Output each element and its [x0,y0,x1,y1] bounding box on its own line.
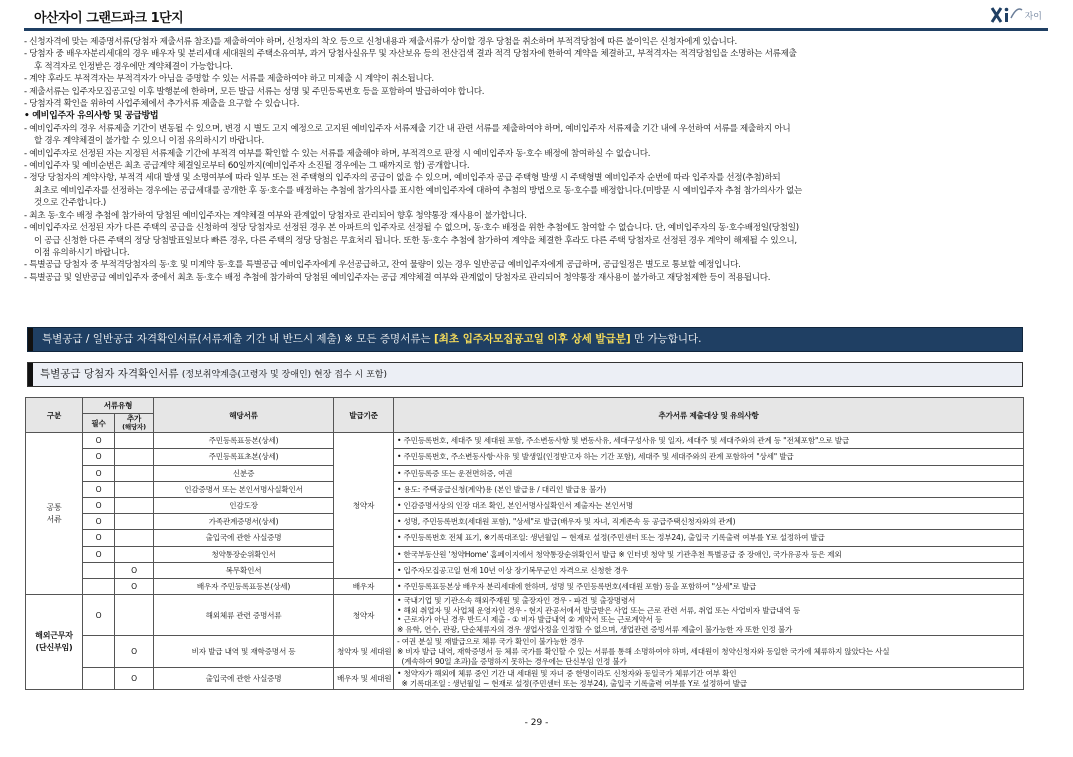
document-note: • 성명, 주민등록번호(세대원 포함), "상세"로 발급(배우자 및 자녀, 직계존속 등 공급주택신청자와의 관계) [394,514,1024,530]
note-line: - 예비입주자의 경우 서류제출 기간이 변동될 수 있으며, 변경 시 별도 고지 예정으로 고지된 예비입주자 서류제출 기간 내 관련 서류를 제출하여야 하며, 예비입주자 서류제출 기간 내에 우선하여 서류를 제출하지 아니 [24,123,791,134]
page-title: 아산자이 그랜드파크 1단지 [34,11,184,26]
note-line: - 최초 동·호수 배정 추첨에 참가하여 당첨된 예비입주자는 계약체결 여부와 관계없이 당첨자로 관리되어 향후 청약통장 재사용이 불가합니다. [24,210,527,221]
required-mark: O [83,497,115,513]
additional-mark [115,546,154,562]
document-name: 출입국에 관한 사실증명 [154,668,334,690]
header-notes: 추가서류 제출대상 및 유의사항 [394,398,1024,433]
table-row [26,530,1024,546]
note-line: • 근로자가 아닌 경우 반드시 제출 - ① 비자 발급내역 ② 계약서 또는 근로계약서 등 [397,615,663,625]
header-rule [24,28,1048,31]
note-line: 할 경우 계약체결이 불가할 수 있으니 이점 유의하시기 바랍니다. [34,136,264,147]
note-line: • 청약자가 해외에 체류 중인 기간 내 세대원 및 자녀 중 한명이라도 신청자와 동일국가 체류기간 여부 확인 [397,669,737,679]
document-name: 신분증 [154,465,334,481]
additional-mark [115,497,154,513]
additional-mark: O [115,636,154,668]
note-line: - 예비입주자로 선정된 자는 지정된 서류제출 기간에 부적격 여부를 확인할 수 있는 서류를 제출해야 하며, 부적격으로 판정 시 예비입주자 동·호수 배정에 참여하실 수 없습니다. [24,148,651,159]
issuer: 청약자 [334,433,394,579]
note-line: 이점 유의하시기 바랍니다. [34,247,130,258]
banner-accent-bar [28,328,33,351]
document-note: • 입주자모집공고일 현재 10년 이상 장기복무군인 자격으로 신청한 경우 [394,562,1024,578]
document-name: 인감도장 [154,497,334,513]
document-note [394,636,1024,668]
subheading-text: 특별공급 당첨자 자격확인서류 (정보취약계층(고령자 및 장애인) 현장 접수 시 포함) [40,368,387,380]
xi-logo [989,4,1042,26]
logo-subtitle: 자이 [1024,11,1042,22]
additional-mark: O [115,668,154,690]
header-gubun: 구분 [26,398,83,433]
group-common-docs: 공통 서류 [26,433,83,595]
document-name: 해외체류 관련 증명서류 [154,595,334,636]
document-name: 출입국에 관한 사실증명 [154,530,334,546]
document-note [394,668,1024,690]
note-line: ※ 비자 발급 내역, 재학증명서 등 체류 국가를 확인할 수 있는 서류를 통해 소명하여야 하며, 세대원이 청약신청자와 동일한 국가에 체류하지 않았다는 사실 [397,647,890,657]
note-line: - 계약 후라도 부적격자는 부적격자가 아님을 증명할 수 있는 서류를 제출하여야 하고 미제출 시 계약이 취소됩니다. [24,74,434,85]
note-line: • 국내기업 및 기관소속 해외주재원 및 출장자인 경우 - 파견 및 출장명령서 [397,596,636,606]
issuer: 청약자 및 세대원 [334,636,394,668]
document-note: • 주민등록번호 전체 표기, ※기록대조일: 생년월일 ~ 현재로 설정(주민센터 또는 정부24), 출입국 기록출력 여부를 Y로 설정하여 발급 [394,530,1024,546]
table-row [26,636,1024,668]
issuer: 배우자 및 세대원 [334,668,394,690]
section-heading: • 예비입주자 유의사항 및 공급방법 [24,111,159,122]
table-row [26,668,1024,690]
required-mark: O [83,530,115,546]
required-mark [83,562,115,578]
required-mark: O [83,465,115,481]
additional-mark [115,595,154,636]
subheading-accent-bar [28,363,33,386]
document-name: 인감증명서 또는 본인서명사실확인서 [154,481,334,497]
additional-mark: O [115,578,154,594]
additional-mark [115,481,154,497]
header-issuer: 발급기준 [334,398,394,433]
banner-highlight: [최초 입주자모집공고일 이후 상세 발급분] [433,333,631,345]
table-row [26,481,1024,497]
document-note: • 인감증명서상의 인장 대조 확인, 본인서명사실확인서 제출자는 본인서명 [394,497,1024,513]
xi-logo-mark [989,4,1023,26]
document-note: • 주민등록표등본상 배우자 분리세대에 한하며, 성명 및 주민등록번호(세대원 포함) 등을 포함하여 "상세"로 발급 [394,578,1024,594]
additional-mark [115,465,154,481]
note-line: • 해외 취업자 및 사업체 운영자인 경우 - 현지 관공서에서 발급받은 사업 또는 근로 관련 서류, 취업 또는 사업비자 발급내역 등 [397,605,800,615]
required-mark [83,578,115,594]
banner-text: 특별공급 / 일반공급 자격확인서류(서류제출 기간 내 반드시 제출) ※ 모든 증명서류는 [최초 입주자모집공고일 이후 상세 발급분] 만 가능합니다. [42,333,702,345]
required-mark: O [83,449,115,465]
table-body [26,433,1024,690]
required-mark: O [83,481,115,497]
issuer: 배우자 [334,578,394,594]
additional-mark [115,514,154,530]
table-row [26,514,1024,530]
table-row [26,449,1024,465]
document-note: • 주민등록증 또는 운전면허증, 여권 [394,465,1024,481]
additional-mark [115,530,154,546]
note-line: - 예비입주자 및 예비순번은 최초 공급계약 체결일로부터 60일까지(예비입주자 소진될 경우에는 그 때까지로 함) 공개합니다. [24,161,470,172]
note-line: - 당첨자격 확인을 위하여 사업주체에서 추가서류 제출을 요구할 수 있습니다. [24,99,300,110]
notes-section [24,36,1024,284]
note-line: - 특별공급 및 일반공급 예비입주자 중에서 최초 동·호수 배정 추첨에 참가하여 당첨된 예비입주자는 공급 계약체결 여부와 관계없이 당첨자로 관리되어 청약통장 재사용이 불가하고 재당첨제한 등이 적용됩니다. [24,272,771,283]
document-note: • 한국부동산원 '청약Home' 홈페이지에서 청약통장순위확인서 발급 ※ 인터넷 청약 및 기관추천 특별공급 중 장애인, 국가유공자 등은 제외 [394,546,1024,562]
documents-table [25,397,1024,690]
group-overseas-worker: 해외근무자 (단신부임) [26,595,83,690]
document-name: 주민등록표초본(상세) [154,449,334,465]
header-additional: 추가 (해당자) [115,414,154,433]
note-line: 최초로 예비입주자를 선정하는 경우에는 공급세대를 공개한 후 동·호수를 배정하는 추첨에 참가의사를 표시한 예비입주자에 대하여 추첨의 방법으로 동·호수를 배정합니다.(미방문 시 예비입주자 추첨 참가의사가 없는 [34,185,802,196]
document-name: 비자 발급 내역 및 재학증명서 등 [154,636,334,668]
note-line: (계속하여 90일 초과)을 증명하지 못하는 경우에는 단신부임 인정 불가 [397,656,627,666]
page-header [24,4,1048,28]
document-name: 청약통장순위확인서 [154,546,334,562]
note-line: - 제출서류는 입주자모집공고일 이후 발행분에 한하며, 모든 발급 서류는 성명 및 주민등록번호 등을 포함하여 발급하여야 합니다. [24,86,485,97]
table-row [26,578,1024,594]
document-name: 주민등록표등본(상세) [154,433,334,449]
table-row [26,562,1024,578]
table-row [26,497,1024,513]
document-note [394,595,1024,636]
header-doc: 해당서류 [154,398,334,433]
additional-mark [115,449,154,465]
issuer: 청약자 [334,595,394,636]
required-mark [83,668,115,690]
note-line: - 여권 분실 및 재발급으로 체류 국가 확인이 불가능한 경우 [397,637,584,647]
required-mark: O [83,433,115,449]
note-line: ※ 기록대조일 : 생년월일 ~ 현재로 설정(주민센터 또는 정부24), 출입국 기록출력 여부를 Y로 설정하여 발급 [397,678,747,688]
additional-mark [115,433,154,449]
note-line: - 정당 당첨자의 계약사항, 부적격 세대 발생 및 소명여부에 따라 일부 또는 전 주택형의 입주자의 공급이 없을 수 있으며, 예비입주자 공급 주택형 발생 시 주택형별 예비입주자 순번에 따라 입주자를 선정(추첨)하되 [24,173,781,184]
required-mark [83,636,115,668]
section-banner [27,327,1023,352]
table-row [26,595,1024,636]
header-doc-type: 서류유형 [83,398,154,414]
table-row [26,546,1024,562]
document-note: • 주민등록번호, 세대주 및 세대원 포함, 주소변동사항 및 변동사유, 세대구성사유 및 일자, 세대주 및 세대주와의 관계 등 "전체포함"으로 발급 [394,433,1024,449]
note-line: - 예비입주자로 선정된 자가 다른 주택의 공급을 신청하여 정당 당첨자로 선정된 경우 본 아파트의 입주자로 선정될 수 없으며, 동·호수 배정을 위한 추첨에도 참여할 수 없습니다. 단, 예비입주자의 동·호수배정일(당첨일) [24,223,799,234]
note-line: - 특별공급 당첨자 중 부적격당첨자의 동·호 및 미계약 동·호를 특별공급 예비입주자에게 우선공급하고, 잔여 물량이 있는 경우 일반공급 예비입주자에게 공급하며, 공급일정은 별도로 통보할 예정입니다. [24,260,741,271]
note-line: ※ 유학, 연수, 관광, 단순체류자의 경우 생업사정을 인정할 수 없으며, 생업관련 증빙서류 제출이 불가능한 자 또한 인정 불가 [397,624,793,634]
subheading-box [27,362,1023,387]
page-number: - 29 - [524,718,549,728]
document-note: • 용도: 주택공급신청(계약)용 (본인 발급용 / 대리인 발급용 불가) [394,481,1024,497]
note-line: - 신청자격에 맞는 제증명서류(당첨자 제출서류 참조)를 제출하여야 하며, 신청자의 착오 등으로 신청내용과 제출서류가 상이할 경우 당첨을 취소하며 부적격당첨에 따른 불이익은 신청자에게 있습니다. [24,37,737,47]
document-note: • 주민등록번호, 주소변동사항·사유 및 발생일(인정받고자 하는 기간 포함), 세대주 및 세대주와의 관계 포함하여 "상세" 발급 [394,449,1024,465]
additional-mark: O [115,562,154,578]
note-line: 후 적격자로 인정받은 경우에만 계약체결이 가능합니다. [34,61,233,72]
required-mark: O [83,514,115,530]
note-line: 이 공급 신청한 다른 주택의 정당 당첨발표일보다 빠른 경우, 다른 주택의 정당 당첨은 무효처리 됩니다. 또한 동·호수 추첨에 참가하여 계약을 체결한 후라도 다른 주택 당첨자로 선정된 경우 계약이 해제될 수 있으니, [34,235,797,246]
table-row [26,465,1024,481]
table-row [26,433,1024,449]
note-line: 것으로 간주합니다.) [34,198,106,209]
header-required: 필수 [83,414,115,433]
required-mark: O [83,546,115,562]
document-name: 복무확인서 [154,562,334,578]
document-name: 가족관계증명서(상세) [154,514,334,530]
required-mark: O [83,595,115,636]
document-name: 배우자 주민등록표등본(상세) [154,578,334,594]
note-line: - 당첨자 중 배우자분리세대의 경우 배우자 및 분리세대 세대원의 주택소유여부, 과거 당첨사실유무 및 자산보유 등의 전산검색 결과 적격 당첨자에 한하여 계약을 체결하고, 부적격자는 적격당첨임을 소명하는 서류제출 [24,49,797,60]
